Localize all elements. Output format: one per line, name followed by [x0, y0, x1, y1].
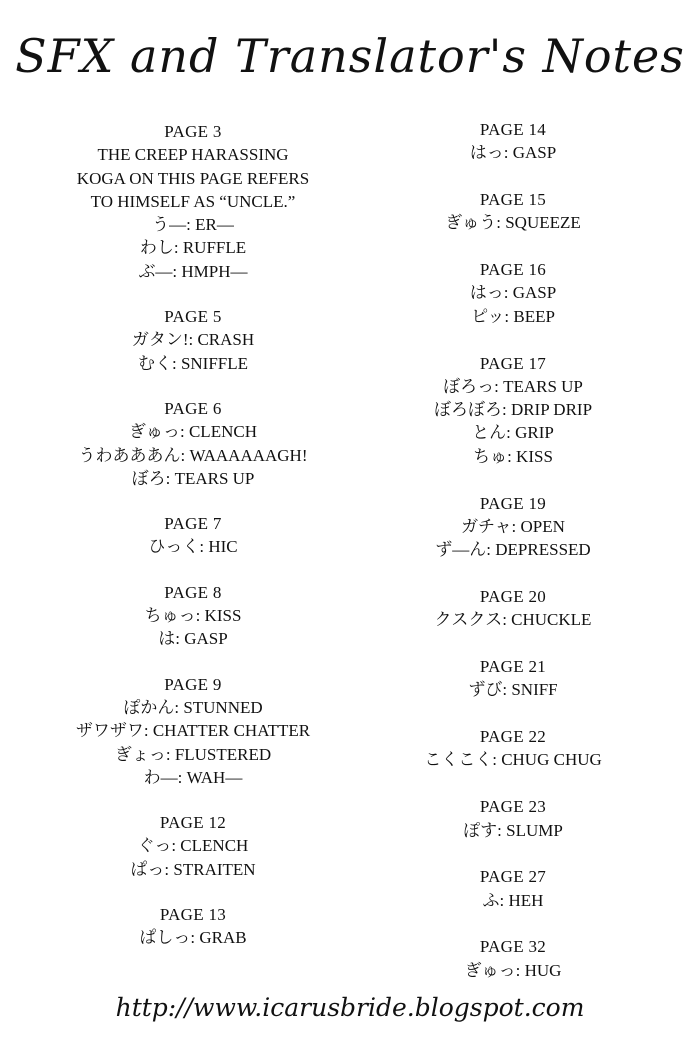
page-heading: PAGE 14 [479, 120, 547, 139]
page-heading: PAGE 32 [479, 937, 547, 957]
sfx-line: ぽかん: STUNNED [123, 697, 263, 717]
translator-note-line: TO HIMSELF AS “UNCLE.” [90, 191, 296, 211]
sfx-line: ザワザワ: CHATTER CHATTER [75, 721, 311, 741]
page-entry [48, 305, 338, 375]
sfx-line: ガチャ: OPEN [461, 516, 565, 536]
sfx-line: は: GASP [158, 629, 228, 649]
sfx-line: わし: RUFFLE [139, 238, 247, 258]
page-title: SFX and Translator's Notes [15, 29, 685, 83]
page-entry [48, 673, 338, 789]
page-entry [48, 903, 338, 950]
sfx-line: ぎゅっ: HUG [464, 960, 562, 980]
sfx-line: ぼろっ: TEARS UP [443, 376, 583, 396]
sfx-line: ぼろぼろ: DRIP DRIP [433, 400, 593, 420]
sfx-line: ちゅ: KISS [473, 446, 553, 466]
sfx-line: むく: SNIFFLE [137, 353, 249, 373]
sfx-line: とん: GRIP [472, 423, 554, 443]
page-heading: PAGE 21 [479, 657, 547, 677]
page-heading: PAGE 17 [479, 353, 547, 373]
sfx-line: ぼろ: TEARS UP [131, 468, 255, 488]
page-heading: PAGE 6 [164, 398, 222, 418]
sfx-line: ぽす: SLUMP [463, 820, 563, 840]
sfx-line: ぎゅっ: CLENCH [129, 422, 257, 442]
sfx-line: こくこく: CHUG CHUG [424, 750, 602, 770]
page-entry [368, 188, 658, 235]
sfx-line: クスクス: CHUCKLE [434, 610, 592, 630]
page-heading: PAGE 15 [479, 190, 547, 210]
page-heading: PAGE 8 [164, 582, 222, 602]
page-heading: PAGE 27 [479, 867, 547, 887]
translator-note-line: KOGA ON THIS PAGE REFERS [76, 168, 310, 188]
sfx-line: ぱしっ: GRAB [139, 928, 247, 948]
page-entry [368, 725, 658, 772]
sfx-line: ピッ: BEEP [471, 306, 555, 326]
sfx-line: う—: ER— [152, 215, 234, 235]
sfx-line: ガタン!: CRASH [131, 330, 255, 350]
page-entry [368, 795, 658, 842]
page-entry [368, 258, 658, 328]
page-entry [368, 352, 658, 468]
left-column [48, 120, 338, 950]
page-entry [368, 492, 658, 562]
page-entry [48, 512, 338, 559]
page-heading: PAGE 13 [159, 905, 227, 925]
page-heading: PAGE 16 [479, 260, 547, 280]
page-heading: PAGE 7 [164, 514, 222, 534]
sfx-line: わ—: WAH— [143, 767, 243, 787]
page-heading: PAGE 23 [479, 797, 547, 817]
page-entry [48, 397, 338, 490]
page-entry [48, 581, 338, 651]
page-entry [368, 655, 658, 702]
sfx-line: ぎょっ: FLUSTERED [114, 744, 272, 764]
page-heading: PAGE 19 [479, 493, 547, 513]
sfx-line: ずび: SNIFF [468, 680, 558, 700]
page-entry [48, 811, 338, 881]
sfx-line: はっ: GASP [469, 283, 557, 303]
page-entry [368, 865, 658, 912]
sfx-line: ぶ—: HMPH— [138, 261, 248, 281]
sfx-line: ちゅっ: KISS [144, 606, 242, 626]
sfx-line: ふ: HEH [482, 890, 544, 910]
sfx-line: はっ: GASP [469, 143, 557, 163]
page-entry [368, 935, 658, 982]
page-entry [368, 118, 658, 165]
footer-url: http://www.icarusbride.blogspot.com [115, 993, 585, 1022]
translator-note-line: THE CREEP HARASSING [97, 145, 289, 165]
page-heading: PAGE 20 [479, 586, 547, 606]
sfx-line: ぎゅう: SQUEEZE [445, 213, 581, 233]
page-entry [48, 120, 338, 283]
page-heading: PAGE 9 [164, 674, 222, 694]
page-entry [368, 585, 658, 632]
page-heading: PAGE 3 [164, 122, 222, 141]
page-heading: PAGE 12 [159, 813, 227, 833]
page-heading: PAGE 22 [479, 727, 547, 747]
sfx-line: ず—ん: DEPRESSED [435, 540, 591, 560]
sfx-line: ぱっ: STRAITEN [130, 859, 256, 879]
sfx-line: ひっく: HIC [148, 537, 238, 557]
right-column [368, 118, 658, 982]
sfx-line: うわあああん: WAAAAAAGH! [78, 445, 308, 465]
page-heading: PAGE 5 [164, 307, 222, 327]
sfx-line: ぐっ: CLENCH [137, 836, 249, 856]
